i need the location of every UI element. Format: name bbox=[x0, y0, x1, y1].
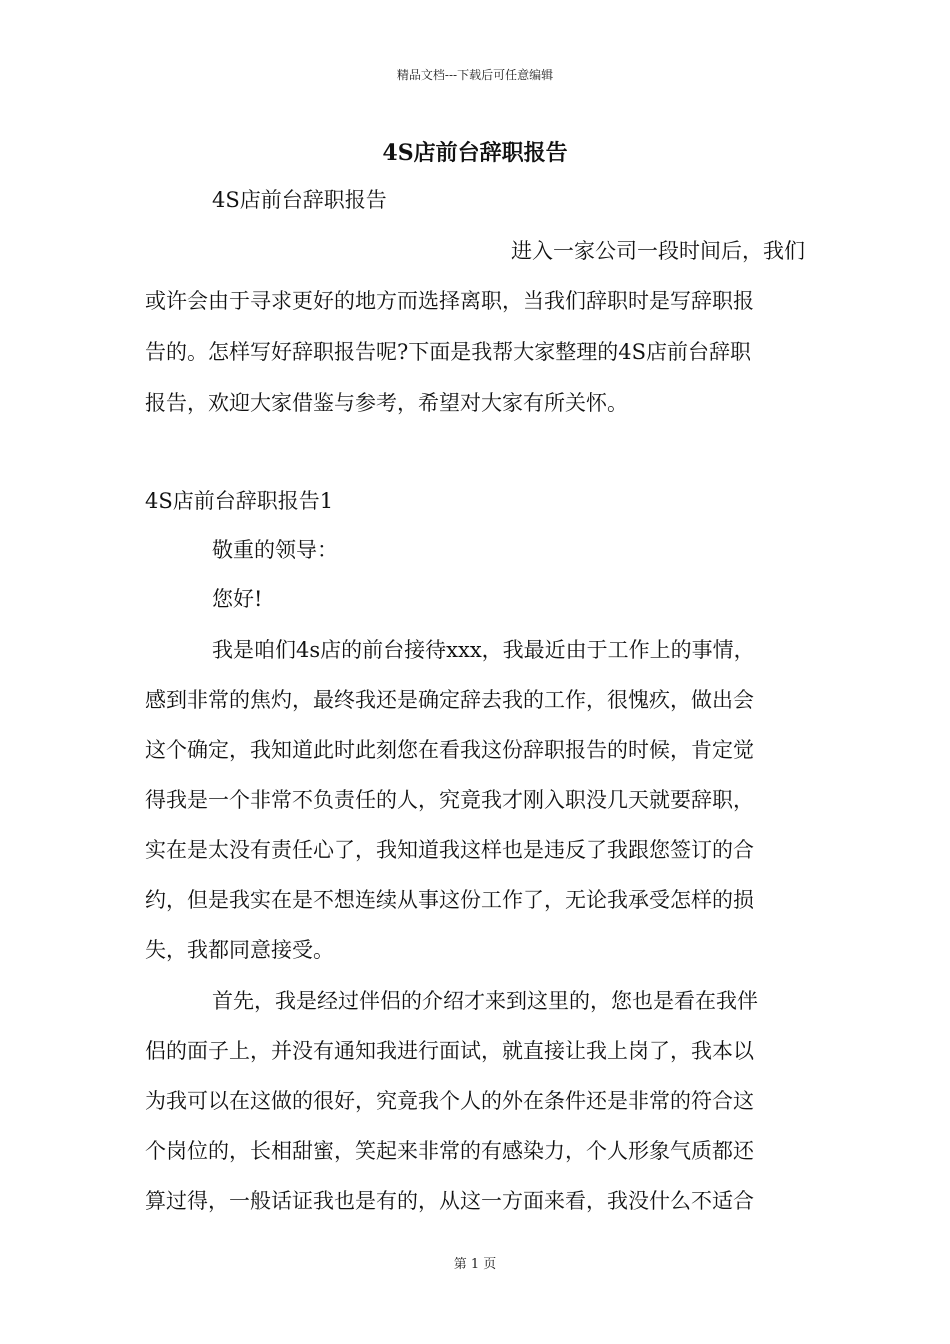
intro-line: 报告，欢迎大家借鉴与参考，希望对大家有所关怀。 bbox=[145, 391, 628, 415]
salutation: 敬重的领导： bbox=[212, 538, 338, 562]
paragraph-line: 侣的面子上，并没有通知我进行面试，就直接让我上岗了，我本以 bbox=[145, 1039, 754, 1063]
paragraph-line: 感到非常的焦灼，最终我还是确定辞去我的工作，很愧疚，做出会 bbox=[145, 688, 754, 712]
greeting: 您好! bbox=[212, 587, 263, 611]
page-header: 精品文档---下载后可任意编辑 bbox=[396, 68, 554, 82]
paragraph-line: 得我是一个非常不负责任的人，究竟我才刚入职没几天就要辞职， bbox=[145, 788, 754, 812]
intro-line: 或许会由于寻求更好的地方而选择离职，当我们辞职时是写辞职报 bbox=[145, 289, 754, 313]
intro-line: 进入一家公司一段时间后，我们 bbox=[511, 239, 805, 263]
paragraph-line: 失，我都同意接受。 bbox=[145, 938, 334, 962]
paragraph-line: 这个确定，我知道此时此刻您在看我这份辞职报告的时候，肯定觉 bbox=[145, 738, 754, 762]
paragraph-line: 为我可以在这做的很好，究竟我个人的外在条件还是非常的符合这 bbox=[145, 1089, 754, 1113]
document-title: 4S店前台辞职报告 bbox=[382, 140, 568, 166]
paragraph-line: 实在是太没有责任心了，我知道我这样也是违反了我跟您签订的合 bbox=[145, 838, 754, 862]
paragraph-line: 个岗位的，长相甜蜜，笑起来非常的有感染力，个人形象气质都还 bbox=[145, 1139, 754, 1163]
section-heading: 4S店前台辞职报告1 bbox=[145, 489, 334, 513]
paragraph-line: 约，但是我实在是不想连续从事这份工作了，无论我承受怎样的损 bbox=[145, 888, 754, 912]
intro-line: 告的。怎样写好辞职报告呢?下面是我帮大家整理的4S店前台辞职 bbox=[145, 340, 752, 364]
document-subtitle: 4S店前台辞职报告 bbox=[212, 188, 387, 212]
paragraph-line: 首先，我是经过伴侣的介绍才来到这里的，您也是看在我伴 bbox=[212, 989, 758, 1013]
page-number: 第 1 页 bbox=[453, 1257, 497, 1272]
paragraph-line: 算过得，一般话证我也是有的，从这一方面来看，我没什么不适合 bbox=[145, 1189, 754, 1213]
paragraph-line: 我是咱们4s店的前台接待xxx，我最近由于工作上的事情， bbox=[212, 638, 755, 662]
